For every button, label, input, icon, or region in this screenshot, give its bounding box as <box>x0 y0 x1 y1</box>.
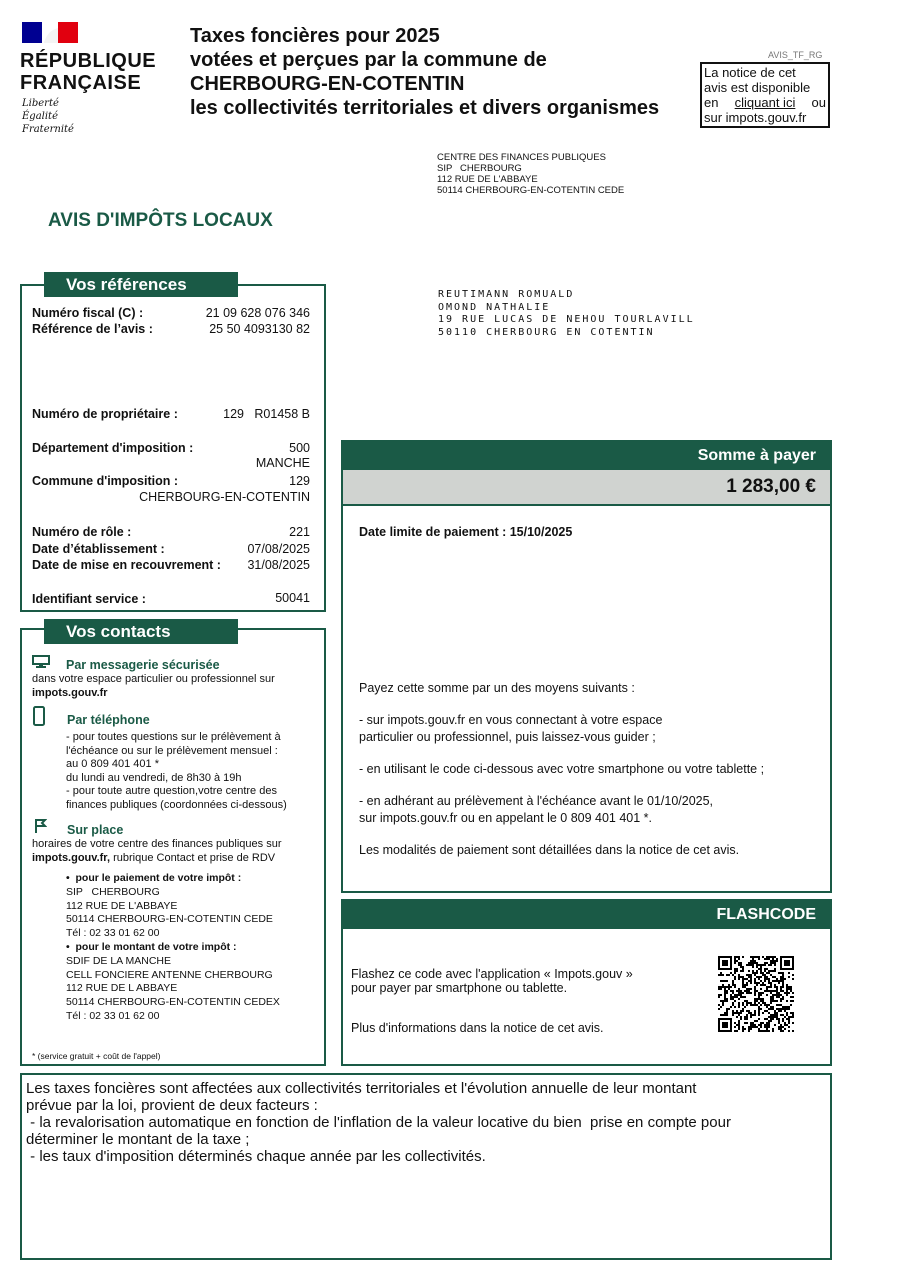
service-label: Identifiant service : <box>32 592 146 606</box>
logo-motto <box>22 97 74 136</box>
messagerie-line: dans votre espace particulier ou professionnel sur <box>32 673 275 685</box>
flashcode-line-3: Plus d'informations dans la notice de cet avis. <box>351 1021 604 1035</box>
paiement-title-text: pour le paiement de votre impôt : <box>75 872 242 884</box>
form-reference-code: AVIS_TF_RG <box>768 50 823 60</box>
payment-method-3a: - en adhérant au prélèvement à l'échéance avant le 01/10/2025, <box>359 794 714 808</box>
notice-box <box>700 62 830 128</box>
departement-code: 500 <box>289 441 310 455</box>
recipient-line-2: OMOND NATHALIE <box>438 301 551 313</box>
tax-office-address <box>437 152 624 196</box>
etablissement-value: 07/08/2025 <box>247 542 310 556</box>
republique-francaise-flag-logo <box>22 22 78 43</box>
payment-method-3b: sur impots.gouv.fr ou en appelant le 0 809 401 401 *. <box>359 811 653 825</box>
payment-divider <box>343 504 830 506</box>
qr-code[interactable] <box>718 956 794 1032</box>
tel-line-3: au 0 809 401 401 * <box>66 758 159 770</box>
proprietaire-value: 129 R01458 B <box>223 407 310 421</box>
footnote: * (service gratuit + coût de l'appel) <box>32 1051 161 1061</box>
logo-line-1: RÉPUBLIQUE <box>20 50 157 72</box>
place-line-2 <box>32 852 322 866</box>
title-line-2: votées et perçues par la commune de <box>190 49 547 71</box>
tel-line-6: finances publiques (coordonnées ci-dessous) <box>66 798 287 811</box>
phone-icon <box>33 706 45 731</box>
payment-header: Somme à payer <box>343 442 830 470</box>
tel-line-4: du lundi au vendredi, de 8h30 à 19h <box>66 771 242 784</box>
recipient-address <box>438 289 695 339</box>
pay-line-2: 112 RUE DE L'ABBAYE <box>66 899 178 912</box>
proprietaire-label: Numéro de propriétaire : <box>32 407 178 421</box>
amt-line-4: 50114 CHERBOURG-EN-COTENTIN CEDEX <box>66 996 280 1009</box>
recouvrement-label: Date de mise en recouvrement : <box>32 558 221 572</box>
sur-place-title: Sur place <box>67 823 124 837</box>
messagerie-text <box>32 673 320 700</box>
payment-method-1b: particulier ou professionnel, puis laissez-vous guider ; <box>359 730 656 744</box>
logo-line-2: FRANÇAISE <box>20 72 142 94</box>
recipient-line-4: 50110 CHERBOURG EN COTENTIN <box>438 326 655 338</box>
title-line-1: Taxes foncières pour 2025 <box>190 25 440 47</box>
amt-line-2: CELL FONCIERE ANTENNE CHERBOURG <box>66 968 273 981</box>
role-label: Numéro de rôle : <box>32 525 132 539</box>
notice-line-2: avis est disponible <box>704 80 811 95</box>
notice-text-en: en <box>704 95 719 110</box>
flashcode-line-1: Flashez ce code avec l'application « Impots.gouv » <box>351 967 633 981</box>
commune-label: Commune d'imposition : <box>32 474 179 488</box>
cfp-line-4: 50114 CHERBOURG-EN-COTENTIN CEDE <box>437 185 625 196</box>
payment-intro: Payez cette somme par un des moyens suivants : <box>359 681 635 695</box>
commune-code: 129 <box>289 474 310 488</box>
ref-avis-label: Référence de l’avis : <box>32 322 153 336</box>
motto-fraternite: Fraternité <box>22 124 74 135</box>
telephone-title: Par téléphone <box>67 713 150 727</box>
departement-name: MANCHE <box>255 456 310 470</box>
info-line-5: - les taux d'imposition déterminés chaque année par les collectivités. <box>26 1148 486 1165</box>
location-pin-icon <box>33 818 47 839</box>
addresses-block <box>66 872 322 1024</box>
montant-title: • pour le montant de votre impôt : <box>66 940 237 953</box>
motto-egalite: Égalité <box>22 111 58 122</box>
messagerie-link[interactable]: impots.gouv.fr <box>32 686 108 699</box>
computer-icon <box>32 655 50 674</box>
flashcode-text <box>351 967 701 1035</box>
tel-line-2: l'échéance ou sur le prélèvement mensuel : <box>66 744 278 757</box>
amt-line-3: 112 RUE DE L ABBAYE <box>66 982 178 995</box>
payment-deadline: Date limite de paiement : 15/10/2025 <box>359 525 573 539</box>
paiement-title: • pour le paiement de votre impôt : <box>66 872 242 884</box>
notice-link[interactable]: cliquant ici <box>734 95 796 110</box>
info-line-1: Les taxes foncières sont affectées aux collectivités territoriales et l'évolution annuelle de leur montant <box>26 1080 697 1097</box>
payment-method-1a: - sur impots.gouv.fr en vous connectant à votre espace <box>359 713 663 727</box>
tel-line-1: - pour toutes questions sur le prélèvement à <box>66 731 281 743</box>
payment-methods <box>359 680 829 859</box>
notice-text-ou: ou <box>811 95 826 110</box>
info-line-4: déterminer le montant de la taxe ; <box>26 1131 250 1148</box>
avis-title: AVIS D'IMPÔTS LOCAUX <box>48 210 273 231</box>
payment-modalites: Les modalités de paiement sont détaillées dans la notice de cet avis. <box>359 843 740 857</box>
cfp-line-3: 112 RUE DE L'ABBAYE <box>437 174 538 185</box>
pay-line-4: Tél : 02 33 01 62 00 <box>66 927 160 940</box>
notice-line-3 <box>704 95 826 110</box>
numero-fiscal-label: Numéro fiscal (C) : <box>32 306 144 320</box>
place-line-2-text: rubrique Contact et prise de RDV <box>110 851 276 864</box>
amt-line-5: Tél : 02 33 01 62 00 <box>66 1009 160 1022</box>
notice-line-4: sur impots.gouv.fr <box>704 110 807 125</box>
notice-line-1: La notice de cet <box>704 65 796 80</box>
title-line-4: les collectivités territoriales et divers organismes <box>190 97 660 119</box>
payment-amount: 1 283,00 € <box>343 470 830 504</box>
recipient-line-3: 19 RUE LUCAS DE NEHOU TOURLAVILL <box>438 314 695 325</box>
commune-name: CHERBOURG-EN-COTENTIN <box>139 490 310 504</box>
motto-liberte: Liberté <box>22 98 59 109</box>
etablissement-label: Date d’établissement : <box>32 542 165 556</box>
info-line-3: - la revalorisation automatique en fonction de l'inflation de la valeur locative du bien prise en compte pour <box>26 1114 731 1131</box>
cfp-line-1: CENTRE DES FINANCES PUBLIQUES <box>437 152 606 163</box>
recouvrement-value: 31/08/2025 <box>247 558 310 572</box>
amt-line-1: SDIF DE LA MANCHE <box>66 954 172 967</box>
numero-fiscal-value: 21 09 628 076 346 <box>205 306 310 320</box>
references-tab: Vos références <box>44 272 238 297</box>
pay-line-3: 50114 CHERBOURG-EN-COTENTIN CEDE <box>66 913 273 926</box>
pay-line-1: SIP CHERBOURG <box>66 885 160 898</box>
place-link[interactable]: impots.gouv.fr, <box>32 851 111 864</box>
role-value: 221 <box>289 525 310 539</box>
tel-line-5: - pour toute autre question,votre centre des <box>66 785 277 797</box>
document-title <box>190 24 659 120</box>
info-text <box>26 1080 826 1165</box>
departement-label: Département d'imposition : <box>32 441 194 455</box>
service-value: 50041 <box>275 591 310 605</box>
payment-method-2: - en utilisant le code ci-dessous avec votre smartphone ou votre tablette ; <box>359 762 765 776</box>
contacts-tab: Vos contacts <box>44 619 238 644</box>
recipient-line-1: REUTIMANN ROMUALD <box>438 289 575 300</box>
title-line-3: CHERBOURG-EN-COTENTIN <box>190 73 465 95</box>
messagerie-title: Par messagerie sécurisée <box>66 658 220 672</box>
cfp-line-2: SIP CHERBOURG <box>437 163 522 174</box>
flashcode-line-2: pour payer par smartphone ou tablette. <box>351 981 568 995</box>
ref-avis-value: 25 50 4093130 82 <box>209 322 310 336</box>
logo-wordmark <box>20 50 156 94</box>
info-line-2: prévue par la loi, provient de deux facteurs : <box>26 1097 318 1114</box>
montant-title-text: pour le montant de votre impôt : <box>75 940 237 953</box>
telephone-text <box>66 731 322 812</box>
sur-place-text <box>32 838 322 865</box>
place-line-1: horaires de votre centre des finances publiques sur <box>32 838 282 850</box>
flashcode-header: FLASHCODE <box>343 901 830 929</box>
